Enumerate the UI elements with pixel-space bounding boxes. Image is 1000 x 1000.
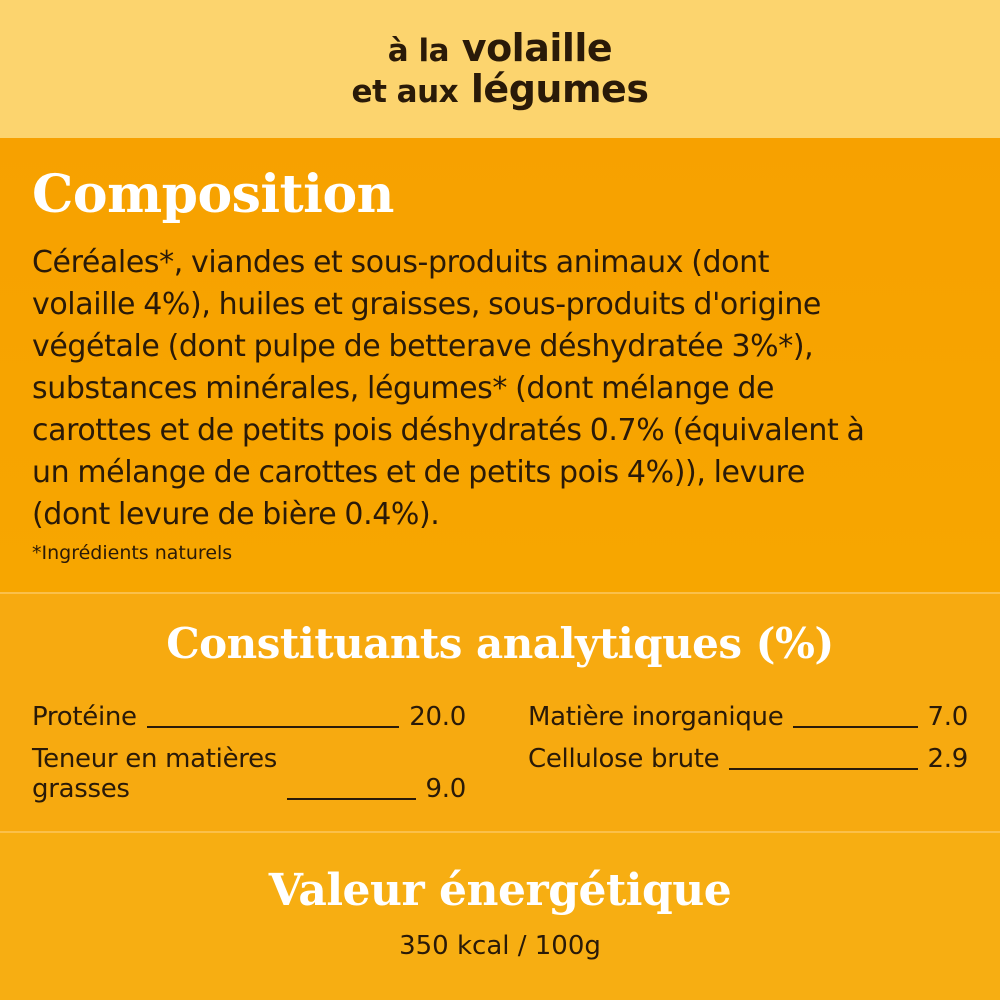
composition-footnote: *Ingrédients naturels: [32, 542, 233, 564]
composition-line: Céréales*, viandes et sous-produits animaux (dont: [32, 245, 770, 280]
analytic-row-fibre: [528, 744, 968, 774]
analytic-label: Protéine: [32, 702, 137, 732]
analytic-row-ash: [528, 702, 968, 732]
analytic-label-line: Teneur en matières: [32, 744, 278, 774]
analytic-value: 2.9: [927, 744, 968, 774]
variant-line-1-main: volaille: [461, 25, 613, 70]
analytic-row-protein: [32, 702, 466, 732]
analytics-section: [0, 594, 1000, 831]
analytic-label: Matière inorganique: [528, 702, 784, 732]
energy-title: Valeur énergétique: [268, 865, 732, 916]
variant-line-2-main: légumes: [470, 67, 649, 111]
analytic-value: 9.0: [425, 774, 466, 804]
analytic-value: 20.0: [409, 702, 466, 732]
composition-line: (dont levure de bière 0.4%).: [32, 497, 440, 532]
composition-line: carottes et de petits pois déshydratés 0.7% (équivalent à: [32, 413, 865, 448]
product-variant-header: [0, 0, 1000, 138]
composition-section: [0, 138, 1000, 593]
energy-value: 350 kcal / 100g: [399, 931, 601, 961]
composition-line: volaille 4%), huiles et graisses, sous-produits d'origine: [32, 287, 821, 322]
composition-line: substances minérales, légumes* (dont mélange de: [32, 371, 775, 406]
energy-section: [0, 833, 1000, 1000]
dotted-leader: [729, 768, 917, 770]
dotted-leader: [287, 798, 416, 800]
analytic-label: [32, 744, 277, 804]
variant-line-2: [352, 69, 649, 110]
analytic-value: 7.0: [927, 702, 968, 732]
dotted-leader: [147, 726, 400, 728]
variant-line-2-prefix: et aux: [351, 74, 459, 110]
composition-text: [32, 242, 968, 536]
variant-line-1-prefix: à la: [387, 32, 450, 69]
composition-title: Composition: [32, 164, 394, 225]
analytic-label: Cellulose brute: [528, 744, 720, 774]
dotted-leader: [793, 726, 917, 728]
analytic-row-fat: [32, 744, 466, 804]
variant-line-1: [387, 25, 613, 70]
composition-line: un mélange de carottes et de petits pois 4%)), levure: [32, 455, 805, 490]
composition-line: végétale (dont pulpe de betterave déshydratée 3%*),: [32, 329, 814, 364]
analytics-title: Constituants analytiques (%): [166, 619, 834, 668]
analytic-label-line: grasses: [32, 774, 130, 804]
